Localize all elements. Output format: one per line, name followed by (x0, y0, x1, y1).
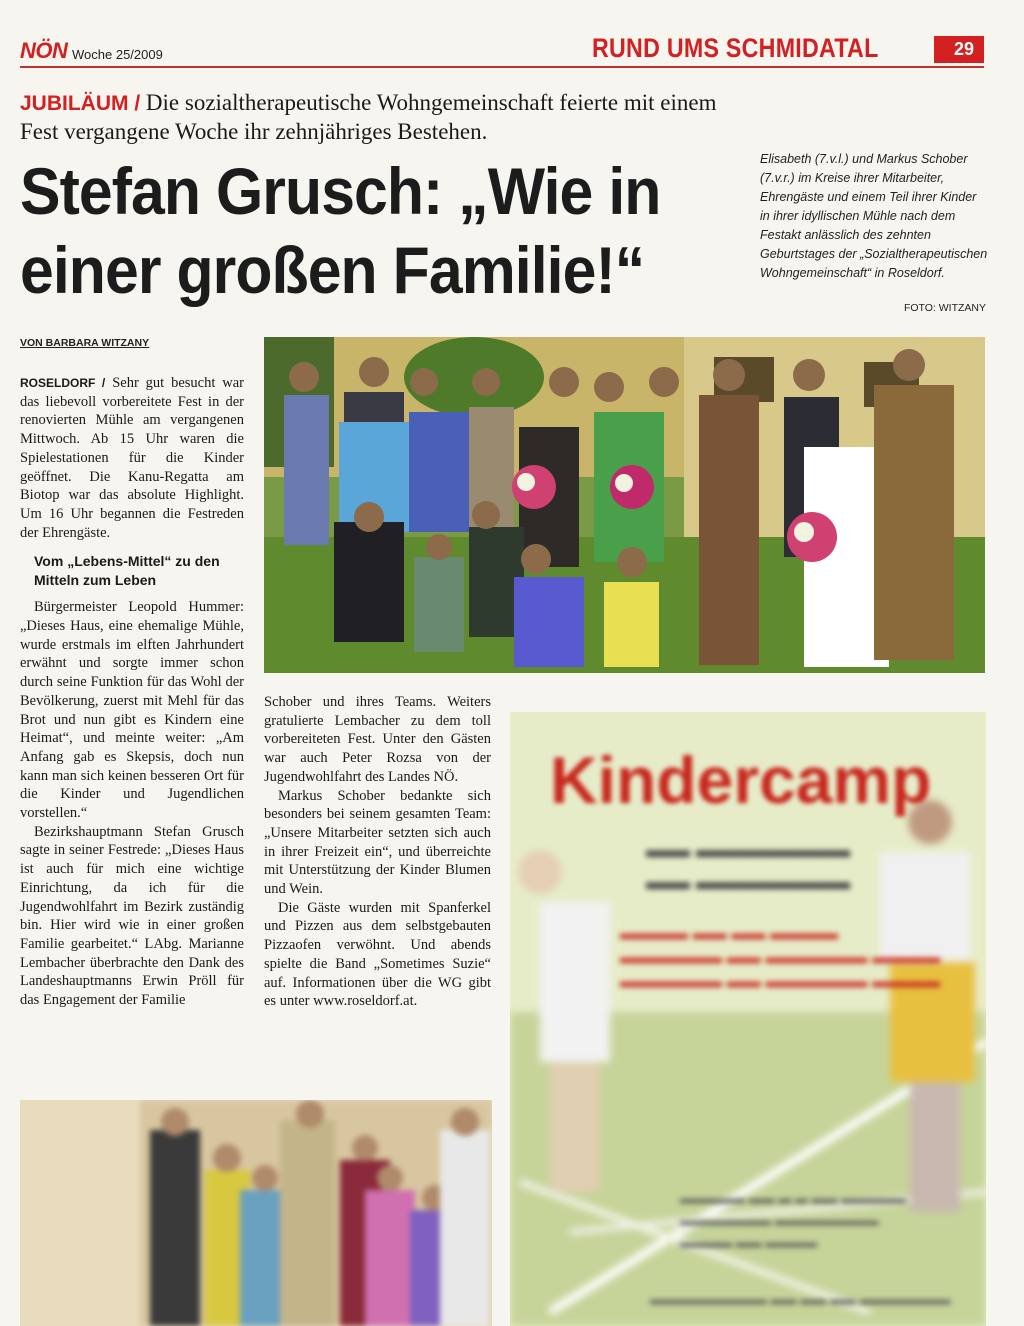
byline: VON BARBARA WITZANY (20, 337, 150, 349)
ad-details: ▬▬▬▬▬ ▬▬ ▬ ▬ ▬▬ ▬▬▬▬▬ ▬▬▬▬▬▬▬ ▬▬▬▬▬▬▬▬ ▬▬▬▬ ▬▬ ▬▬▬▬ (680, 1191, 907, 1250)
newspaper-logo: NÖN (20, 38, 68, 63)
kicker-tag: JUBILÄUM / (20, 92, 141, 115)
article-paragraph: Die Gäste wurden mit Spanferkel und Pizzen aus dem selbstgebauten Pizzaofen verwöhnt. Und abends spielte die Band „Sometimes Suzie“ auf. Informationen über die WG gibt es unter www.roseldorf.at. (264, 899, 491, 1010)
ad-location: ▬▬ ▬▬▬▬▬▬▬ ▬▬ ▬▬▬▬▬▬▬ (646, 837, 851, 894)
second-photo (20, 1100, 492, 1326)
section-title: RUND UMS SCHMIDATAL (592, 33, 879, 63)
photo-caption: Elisabeth (7.v.l.) und Markus Schober (7.v.r.) im Kreise ihrer Mitarbeiter, Ehrengäste und einem Teil ihrer Kinder in ihrer idyllischen Mühle nach dem Festakt anlässlich des zehnten Geburtstages der „Sozialtherapeutischen Wohngemeinschaft“ in Roseldorf. (760, 152, 988, 280)
ad-title: Kindercamp (550, 743, 932, 817)
group-photo-illustration (264, 337, 985, 673)
article-kicker (20, 89, 750, 146)
kicker-text: Die sozialtherapeutische Wohngemeinschaft feierte mit einem Fest vergangene Woche ihr zehnjähriges Bestehen. (20, 90, 717, 144)
article-paragraph: Bürgermeister Leopold Hummer: „Dieses Haus, eine ehemalige Mühle, wurde erstmals im elften Jahrhundert erwähnt und sorgte immer schon durch seine Funktion für das Wohl der Bevölkerung, zuerst mit Mehl für das Brot und nun gibt es Kindern eine Heimat“, und meinte weiter: „Am Anfang gab es Skepsis, doch nun kann man sich keinen besseren Ort für die Kinder und Jugendlichen vorstellen.“ (20, 599, 244, 822)
article-subhead: Vom „Lebens-Mittel“ zu den Mitteln zum Leben (34, 553, 220, 589)
ad-dates: ▬▬▬▬ ▬▬ ▬▬ ▬▬▬▬ ▬▬▬▬▬▬ ▬▬ ▬▬▬▬▬▬ ▬▬▬▬ ▬▬▬▬▬▬ ▬▬ ▬▬▬▬▬▬ ▬▬▬▬ (620, 924, 941, 991)
dateline: ROSELDORF / (20, 376, 106, 390)
article-paragraph: Markus Schober bedankte sich besonders bei seinem gesamten Team: „Unsere Mitarbeiter setzten sich auch in ihrer Freizeit ein“, und überreichte mit Unterstützung der Kinder Blumen und Wein. (264, 787, 491, 898)
article-paragraph: Schober und ihres Teams. Weiters gratulierte Lembacher zu dem toll vorbereiteten Fest. Unter den Gästen war auch Peter Rozsa von der Jugendwohlfahrt des Landes NÖ. (264, 694, 491, 785)
article-headline: Stefan Grusch: „Wie in einer großen Familie!“ (20, 154, 661, 307)
ad-footer: ▬▬▬▬▬▬▬▬▬ ▬▬ ▬▬ ▬▬ ▬▬▬▬▬▬▬ (650, 1292, 951, 1307)
paragraph-text: Sehr gut besucht war das liebevoll vorbereitete Fest in der renovierten Mühle am vergangenen Mittwoch. Ab 15 Uhr waren die Spielestationen für die Kinder geöffnet. Die Kanu-Regatta am Biotop war das absolute Highlight. Um 16 Uhr begannen die Festreden der Ehrengäste. (20, 375, 245, 541)
article-paragraph (20, 374, 244, 542)
article-paragraph: Bezirkshauptmann Stefan Grusch sagte in seiner Festrede: „Dieses Haus ist auch für mich eine wichtige Einrichtung, da ich für die Jugendwohlfahrt im Bezirk zuständig bin. Hier wird wie in einer großen Familie gearbeitet.“ LAbg. Marianne Lembacher überbrachte den Dank des Landeshauptmanns Erwin Pröll für das Engagement der Familie (20, 823, 244, 1009)
kindercamp-ad (510, 712, 986, 1326)
group-photo (264, 337, 985, 673)
article-column-1 (20, 374, 244, 1010)
article-column-2 (264, 693, 491, 1011)
page-number-badge: 29 (934, 36, 984, 63)
issue-label: Woche 25/2009 (72, 47, 163, 62)
second-photo-illustration (20, 1100, 492, 1326)
header-rule (20, 66, 984, 68)
photo-credit: FOTO: WITZANY (903, 302, 986, 314)
